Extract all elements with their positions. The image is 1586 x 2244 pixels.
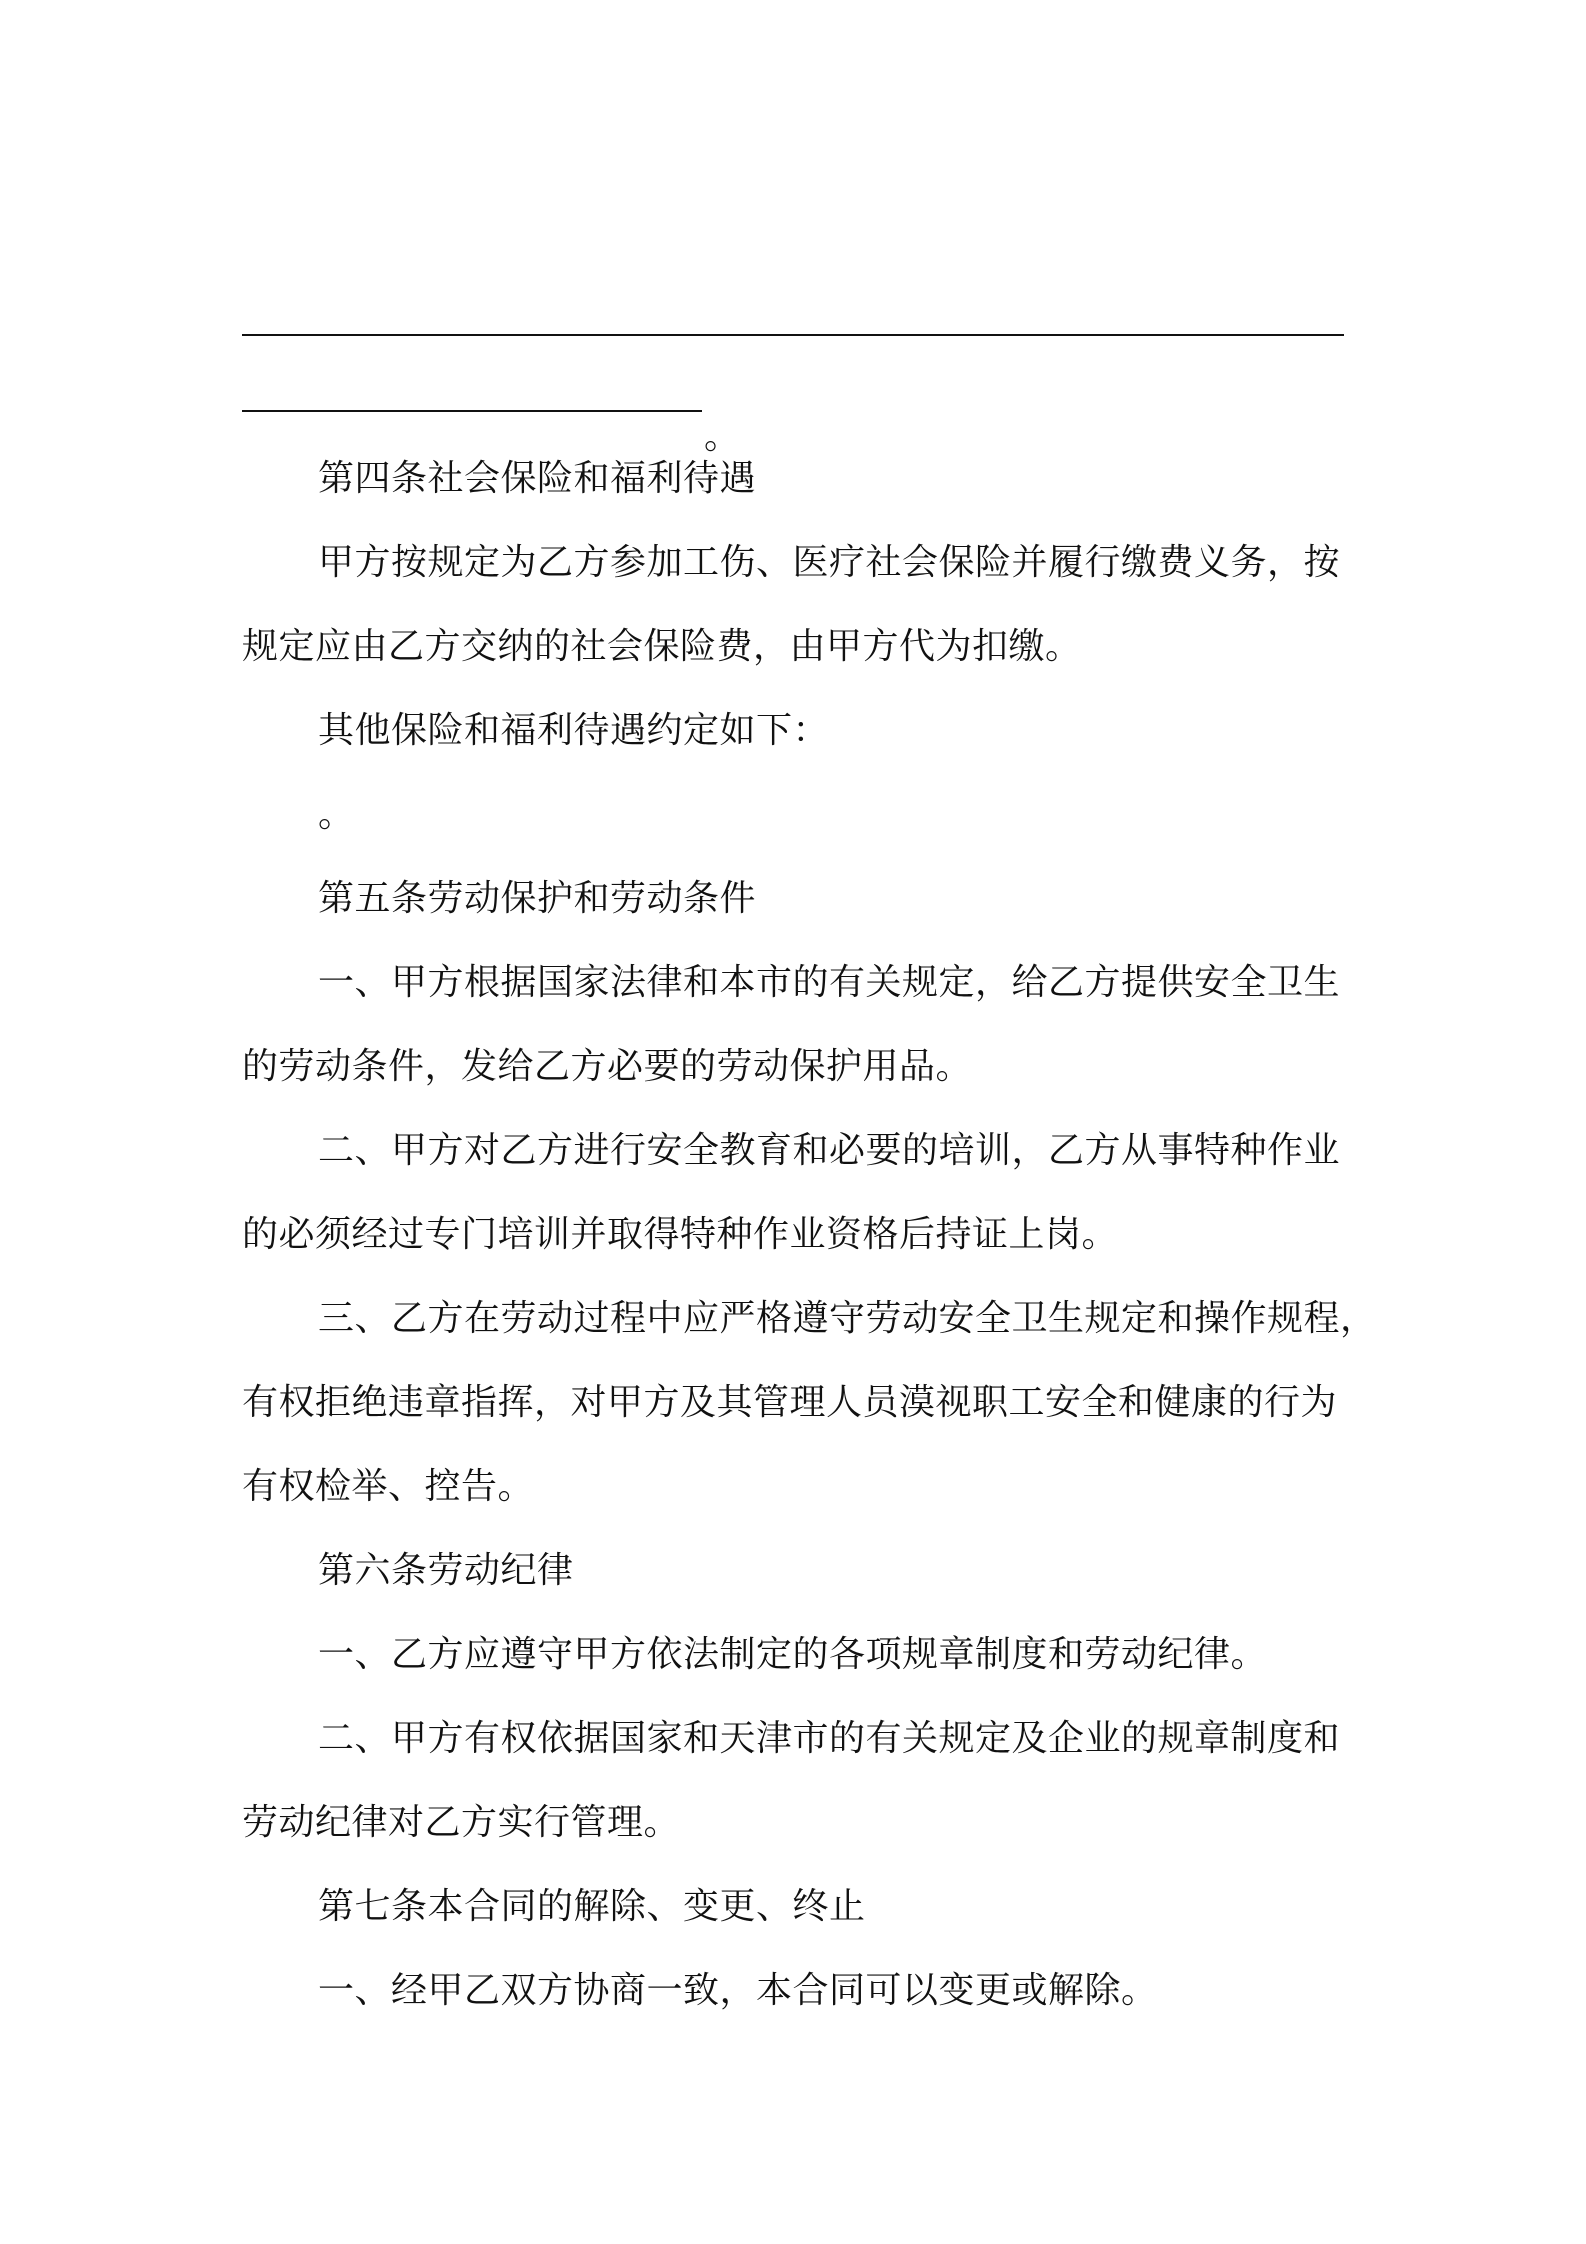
paragraph-line: 有权检举、控告。 [242,1466,535,1507]
paragraph-line: 劳动纪律对乙方实行管理。 [242,1802,681,1843]
paragraph-line: 有权拒绝违章指挥，对甲方及其管理人员漠视职工安全和健康的行为 [242,1382,1338,1423]
article-4-heading: 第四条社会保险和福利待遇 [318,458,757,499]
paragraph-line: 的劳动条件，发给乙方必要的劳动保护用品。 [242,1046,973,1087]
paragraph-line: 一、经甲乙双方协商一致，本合同可以变更或解除。 [318,1970,1158,2011]
paragraph-line: 其他保险和福利待遇约定如下： [318,710,830,751]
paragraph-line: 二、甲方对乙方进行安全教育和必要的培训，乙方从事特种作业 [318,1130,1341,1171]
article-6-heading: 第六条劳动纪律 [318,1550,574,1591]
blank-line-period: 。 [704,416,741,457]
paragraph-line: 的必须经过专门培训并取得特种作业资格后持证上岗。 [242,1214,1119,1255]
paragraph-line: 二、甲方有权依据国家和天津市的有关规定及企业的规章制度和 [318,1718,1341,1759]
paragraph-line: 规定应由乙方交纳的社会保险费，由甲方代为扣缴。 [242,626,1082,667]
paragraph-line: 一、乙方应遵守甲方依法制定的各项规章制度和劳动纪律。 [318,1634,1268,1675]
paragraph-line: 一、甲方根据国家法律和本市的有关规定，给乙方提供安全卫生 [318,962,1341,1003]
fill-in-blank-line-short [242,410,702,412]
article-5-heading: 第五条劳动保护和劳动条件 [318,878,757,919]
paragraph-line: 。 [318,794,355,835]
fill-in-blank-line [242,334,1344,336]
paragraph-line: 甲方按规定为乙方参加工伤、医疗社会保险并履行缴费义务，按 [318,542,1341,583]
article-7-heading: 第七条本合同的解除、变更、终止 [318,1886,866,1927]
paragraph-line: 三、乙方在劳动过程中应严格遵守劳动安全卫生规定和操作规程， [318,1298,1377,1339]
